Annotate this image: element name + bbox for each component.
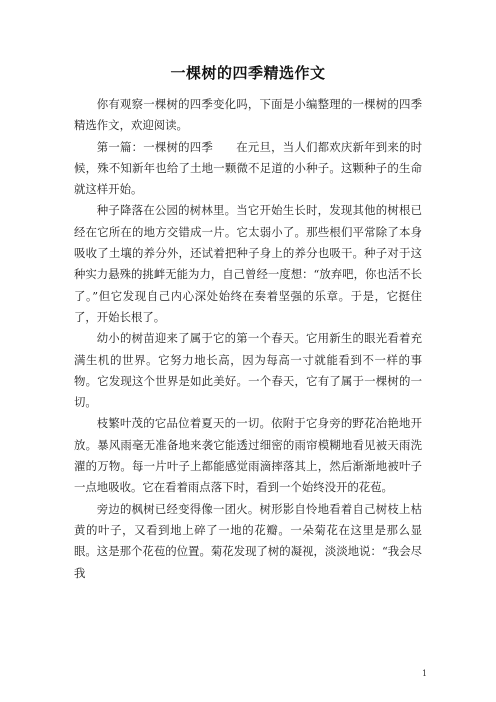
paragraph-1: 第一篇：一棵树的四季 在元旦，当人们都欢庆新年到来的时候，殊不知新年也给了土地一颗微不足道的小种子。这颗种子的生命就这样开始。 (74, 139, 422, 197)
paragraph-4: 枝繁叶茂的它品位着夏天的一切。依附于它身旁的野花冶艳地开放。暴风雨毫无准备地来袭它能透过细密的雨帘模糊地看见被天雨洗濯的万物。每一片叶子上都能感觉雨滴摔落其上，然后渐渐地被叶子一点地吸收。它在看着雨点落下时，看到一个始终没开的花苞。 (74, 416, 422, 495)
page-number: 1 (422, 669, 428, 678)
page-title: 一棵树的四季精选作文 (170, 64, 326, 82)
paragraph-2: 种子降落在公园的树林里。当它开始生长时，发现其他的树根已经在它所在的地方交错成一片。它太弱小了。那些根们平常除了本身吸收了土壤的养分外，还试着把种子身上的养分也吸干。种子对于这种实力悬殊的挑衅无能为力，自己曾经一度想：“放弃吧，你也活不长了。”但它发现自己内心深处始终在奏着坚强的乐章。于是，它挺住了，开始长根了。 (74, 203, 422, 324)
paragraph-intro: 你有观察一棵树的四季变化吗，下面是小编整理的一棵树的四季精选作文，欢迎阅读。 (74, 97, 422, 133)
paragraph-3: 幼小的树苗迎来了属于它的第一个春天。它用新生的眼光看着充满生机的世界。它努力地长高，因为每高一寸就能看到不一样的事物。它发现这个世界是如此美好。一个春天，它有了属于一棵树的一切。 (74, 331, 422, 410)
paragraph-5: 旁边的枫树已经变得像一团火。树形影自怜地看着自己树枝上枯黄的叶子，又看到地上碎了一地的花瓣。一朵菊花在这里是那么显眼。这是那个花苞的位置。菊花发现了树的凝视，淡淡地说：“我会尽我 (74, 501, 422, 580)
article-body (74, 94, 422, 584)
